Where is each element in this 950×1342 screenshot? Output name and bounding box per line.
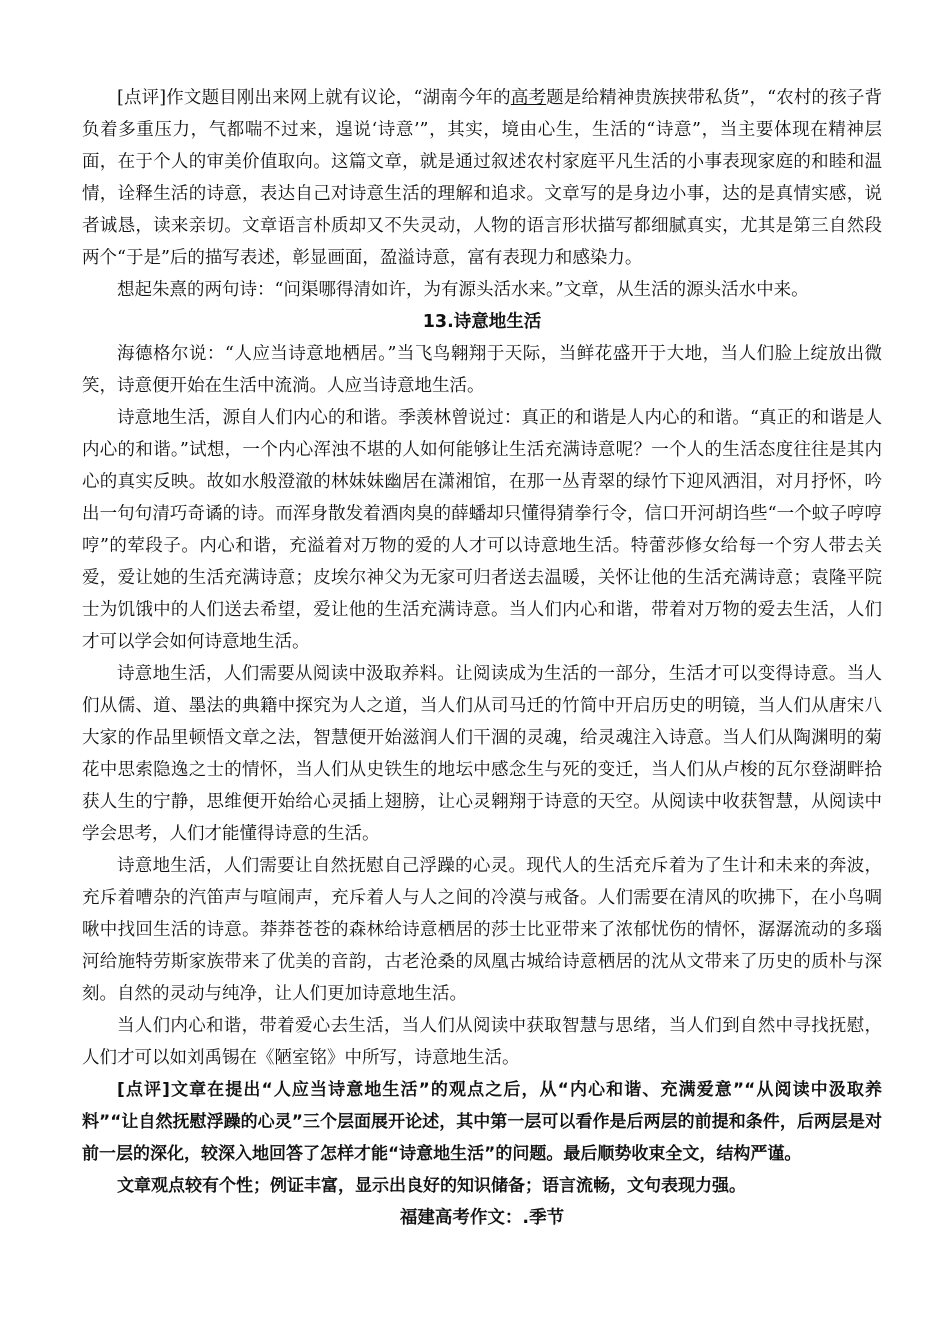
essay-review-paragraph-1: [点评]文章在提出“人应当诗意地生活”的观点之后，从“内心和谐、充满爱意”“从阅读中汲取养料”“让自然抚慰浮躁的心灵”三个层面展开论述，其中第一层可以看作是后两层的前提和条件，后两层是对前一层的深化，较深入地回答了怎样才能“诗意地生活”的问题。最后顺势收束全文，结构严谨。 bbox=[82, 1080, 882, 1164]
document-page bbox=[82, 82, 882, 1234]
review-paragraph-1 bbox=[82, 82, 882, 274]
essay-paragraph: 当人们内心和谐，带着爱心去生活，当人们从阅读中获取智慧与思绪，当人们到自然中寻找抚慰，人们才可以如刘禹锡在《陋室铭》中所写，诗意地生活。 bbox=[82, 1016, 882, 1068]
essay-paragraph: 诗意地生活，人们需要让自然抚慰自己浮躁的心灵。现代人的生活充斥着为了生计和未来的奔波，充斥着嘈杂的汽笛声与喧闹声，充斥着人与人之间的冷漠与戒备。人们需要在清风的吹拂下，在小鸟啁啾中找回生活的诗意。莽莽苍苍的森林给诗意栖居的莎士比亚带来了浓郁忧伤的情怀，潺潺流动的多瑙河给施特劳斯家族带来了优美的音韵，古老沧桑的凤凰古城给诗意栖居的沈从文带来了历史的质朴与深刻。自然的灵动与纯净，让人们更加诗意地生活。 bbox=[82, 856, 882, 1004]
review-text: [点评]作文题目刚出来网上就有议论，“湖南今年的 bbox=[117, 88, 511, 108]
next-essay-title: 福建高考作文：.季节 bbox=[399, 1208, 565, 1228]
essay-title: 13.诗意地生活 bbox=[422, 312, 542, 332]
gaokao-link[interactable]: 高考 bbox=[510, 88, 547, 108]
essay-paragraph: 诗意地生活，人们需要从阅读中汲取养料。让阅读成为生活的一部分，生活才可以变得诗意。当人们从儒、道、墨法的典籍中探究为人之道，当人们从司马迁的竹简中开启历史的明镜，当人们从唐宋八大家的作品里顿悟文章之法，智慧便开始滋润人们干涸的灵魂，给灵魂注入诗意。当人们从陶渊明的菊花中思索隐逸之士的情怀，当人们从史铁生的地坛中感念生与死的变迁，当人们从卢梭的瓦尔登湖畔拾获人生的宁静，思维便开始给心灵插上翅膀，让心灵翱翔于诗意的天空。从阅读中收获智慧，从阅读中学会思考，人们才能懂得诗意的生活。 bbox=[82, 664, 882, 844]
essay-paragraph: 海德格尔说：“人应当诗意地栖居。”当飞鸟翱翔于天际，当鲜花盛开于大地，当人们脸上绽放出微笑，诗意便开始在生活中流淌。人应当诗意地生活。 bbox=[82, 344, 882, 396]
essay-paragraph: 诗意地生活，源自人们内心的和谐。季羡林曾说过：真正的和谐是人内心的和谐。“真正的和谐是人内心的和谐。”试想，一个内心浑浊不堪的人如何能够让生活充满诗意呢？一个人的生活态度往往是其内心的真实反映。故如水般澄澈的林妹妹幽居在潇湘馆，在那一丛青翠的绿竹下迎风洒泪，对月抒怀，吟出一句句清巧奇谲的诗。而浑身散发着酒肉臭的薛蟠却只懂得猜拳行令，信口开河胡诌些“一个蚊子哼哼哼”的荤段子。内心和谐，充溢着对万物的爱的人才可以诗意地生活。特蕾莎修女给每一个穷人带去关爱，爱让她的生活充满诗意；皮埃尔神父为无家可归者送去温暖，关怀让他的生活充满诗意；袁隆平院士为饥饿中的人们送去希望，爱让他的生活充满诗意。当人们内心和谐，带着对万物的爱去生活，人们才可以学会如何诗意地生活。 bbox=[82, 408, 882, 652]
essay-review-paragraph-2: 文章观点较有个性；例证丰富，显示出良好的知识储备；语言流畅，文句表现力强。 bbox=[117, 1176, 746, 1196]
review-text-cont: 题是给精神贵族挟带私货”，“农村的孩子背负着多重压力，气都喘不过来，遑说‘诗意’”，其实，境由心生，生活的“诗意”，当主要体现在精神层面，在于个人的审美价值取向。这篇文章，就是通过叙述农村家庭平凡生活的小事表现家庭的和睦和温情，诠释生活的诗意，表达自己对诗意生活的理解和追求。文章写的是身边小事，达的是真情实感，说者诚恳，读来亲切。文章语言朴质却又不失灵动，人物的语言形状描写都细腻真实，尤其是第三自然段两个“于是”后的描写表述，彰显画面，盈溢诗意，富有表现力和感染力。 bbox=[82, 88, 882, 268]
review-paragraph-2: 想起朱熹的两句诗：“问渠哪得清如许，为有源头活水来。”文章，从生活的源头活水中来。 bbox=[117, 280, 809, 300]
